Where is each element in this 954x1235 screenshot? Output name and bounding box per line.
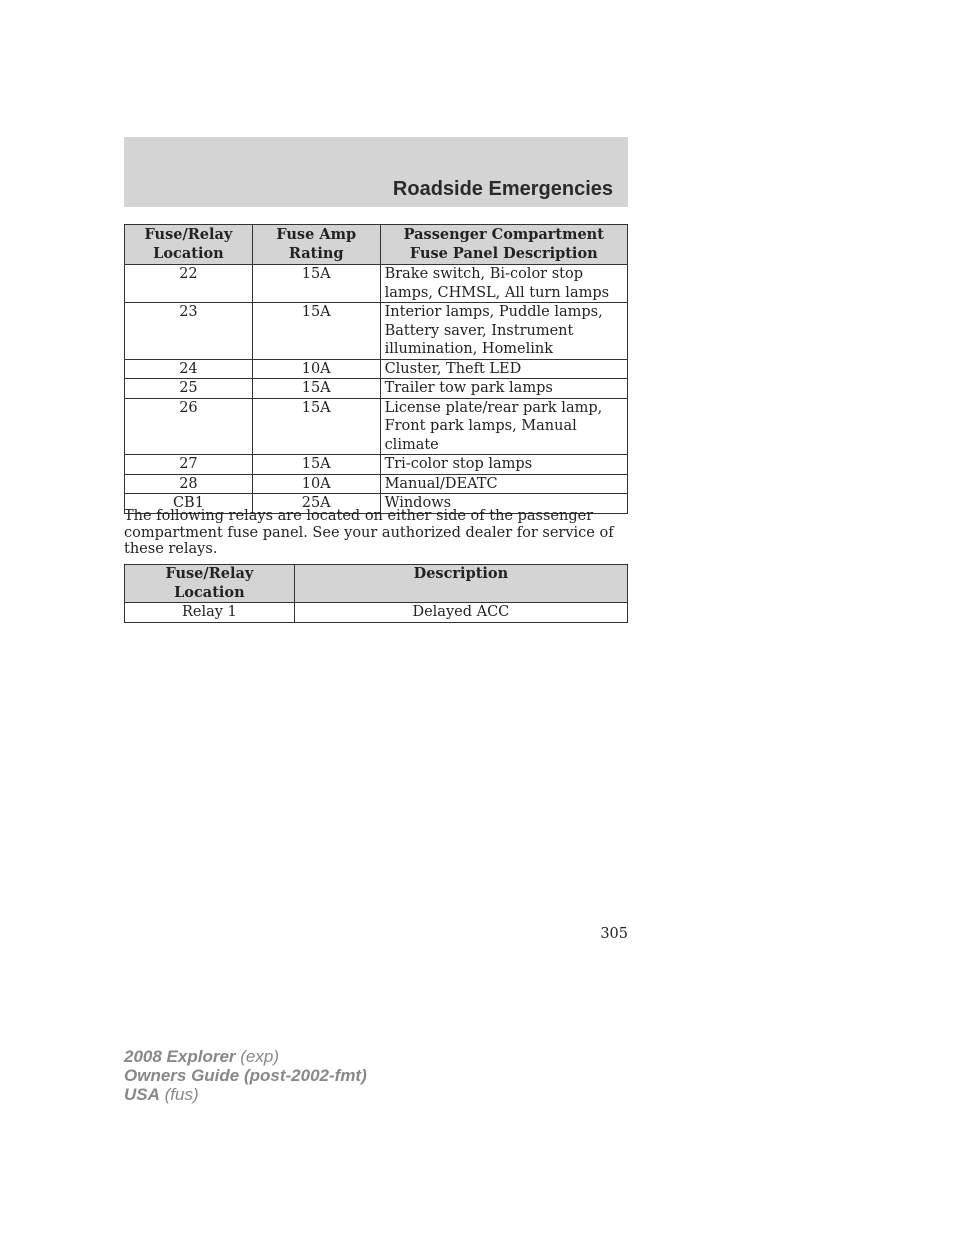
cell-location: 26 xyxy=(125,398,253,455)
footer-line-guide: Owners Guide (post-2002-fmt) xyxy=(124,1066,367,1085)
cell-rating: 15A xyxy=(252,303,380,360)
cell-location: 25 xyxy=(125,379,253,399)
cell-description: Tri-color stop lamps xyxy=(380,455,627,475)
relay-note-paragraph: The following relays are located on either side of the passenger compartment fuse panel. See your authorized dealer for service of these relays. xyxy=(124,508,614,557)
fuse-table xyxy=(124,224,628,514)
cell-location: 27 xyxy=(125,455,253,475)
cell-location: 23 xyxy=(125,303,253,360)
cell-location: 22 xyxy=(125,265,253,303)
cell-description: Brake switch, Bi-color stop lamps, CHMSL, All turn lamps xyxy=(380,265,627,303)
section-header-band xyxy=(124,137,628,207)
cell-rating: 15A xyxy=(252,455,380,475)
table-header-row xyxy=(125,225,628,265)
cell-description: Manual/DEATC xyxy=(380,474,627,494)
table-row xyxy=(125,359,628,379)
page-number: 305 xyxy=(600,926,628,942)
cell-location: Relay 1 xyxy=(125,603,295,623)
cell-location: CB1 xyxy=(125,494,253,514)
column-header-location: Fuse/Relay Location xyxy=(125,565,295,603)
cell-location: 28 xyxy=(125,474,253,494)
column-header-rating: Fuse Amp Rating xyxy=(252,225,380,265)
cell-description: Trailer tow park lamps xyxy=(380,379,627,399)
table-row xyxy=(125,603,628,623)
section-title: Roadside Emergencies xyxy=(392,178,613,200)
table-row xyxy=(125,398,628,455)
cell-description: Delayed ACC xyxy=(294,603,627,623)
cell-rating: 25A xyxy=(252,494,380,514)
cell-rating: 10A xyxy=(252,474,380,494)
cell-rating: 15A xyxy=(252,398,380,455)
table-row xyxy=(125,474,628,494)
cell-description: Interior lamps, Puddle lamps, Battery saver, Instrument illumination, Homelink xyxy=(380,303,627,360)
cell-description: Cluster, Theft LED xyxy=(380,359,627,379)
table-row xyxy=(125,303,628,360)
cell-rating: 15A xyxy=(252,379,380,399)
table-row xyxy=(125,265,628,303)
cell-description: License plate/rear park lamp, Front park lamps, Manual climate xyxy=(380,398,627,455)
table-header-row xyxy=(125,565,628,603)
table-row xyxy=(125,379,628,399)
column-header-location: Fuse/Relay Location xyxy=(125,225,253,265)
footer-line-model: 2008 Explorer (exp) xyxy=(124,1047,279,1066)
cell-rating: 10A xyxy=(252,359,380,379)
cell-description: Windows xyxy=(380,494,627,514)
document-footer xyxy=(124,1047,367,1104)
column-header-description: Passenger Compartment Fuse Panel Description xyxy=(380,225,627,265)
cell-rating: 15A xyxy=(252,265,380,303)
table-row xyxy=(125,455,628,475)
relay-table xyxy=(124,564,628,623)
cell-location: 24 xyxy=(125,359,253,379)
footer-line-market: USA (fus) xyxy=(124,1085,199,1104)
column-header-description: Description xyxy=(294,565,627,603)
